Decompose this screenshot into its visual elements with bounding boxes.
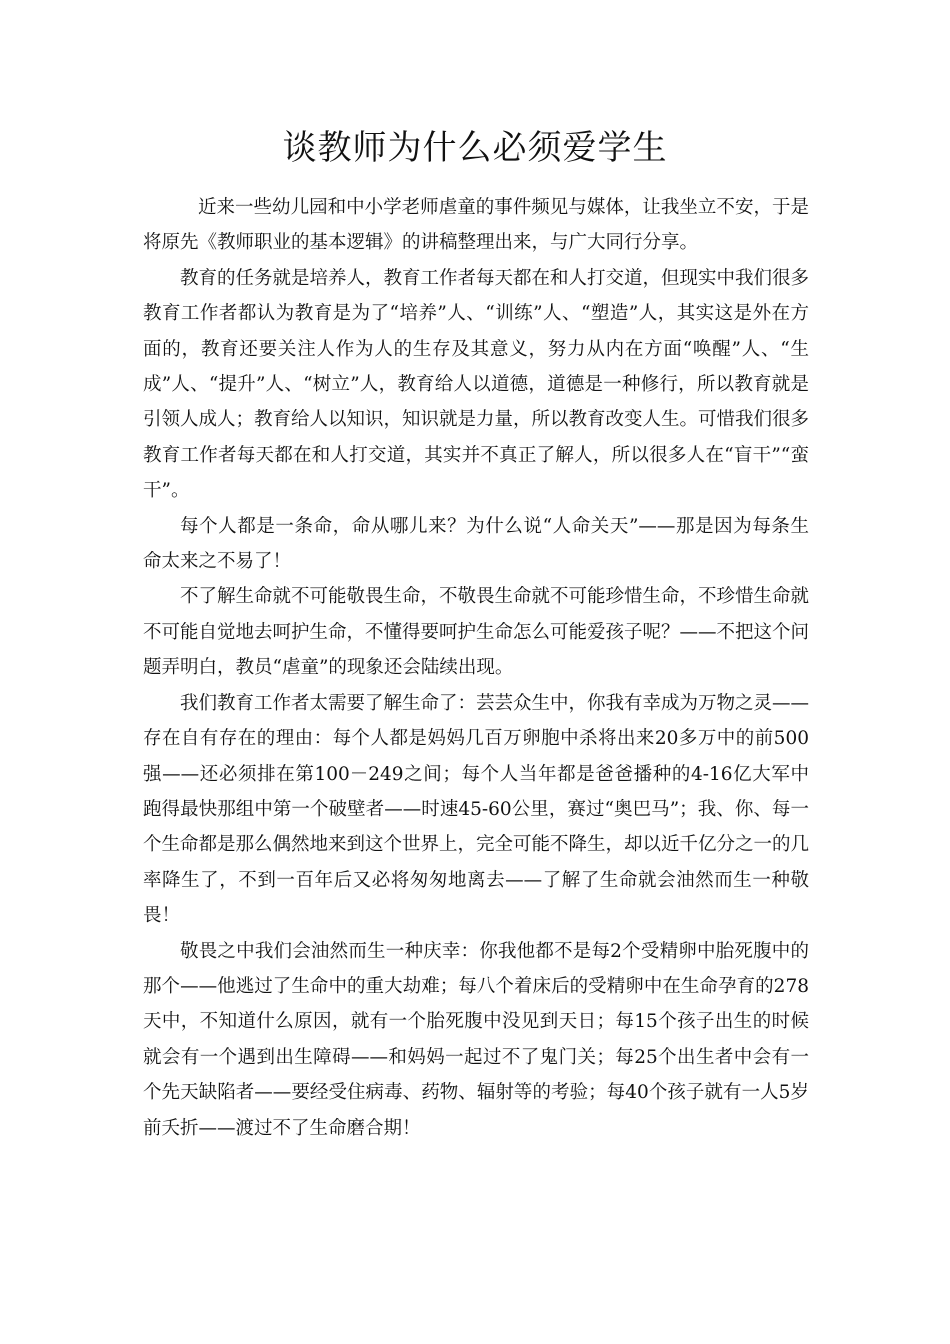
paragraph-respect-life: 不了解生命就不可能敬畏生命，不敬畏生命就不可能珍惜生命，不珍惜生命就不可能自觉地去呵护生命，不懂得要呵护生命怎么可能爱孩子呢？——不把这个问题弄明白，教员“虐童”的现象还会陆续出现。 — [143, 586, 810, 679]
document-body — [143, 190, 809, 1146]
paragraph-education-task: 教育的任务就是培养人，教育工作者每天都在和人打交道，但现实中我们很多教育工作者都认为教育是为了“培养”人、“训练”人、“塑造”人，其实这是外在方面的，教育还要关注人作为人的生存及其意义，努力从内在方面“唤醒”人、“生成”人、“提升”人、“树立”人，教育给人以道德，道德是一种修行，所以教育就是引领人成人；教育给人以知识，知识就是力量，所以教育改变人生。可惜我们很多教育工作者每天都在和人打交道，其实并不真正了解人，所以很多人在“盲干”“蛮干”。 — [143, 267, 810, 502]
document-title: 谈教师为什么必须爱学生 — [282, 128, 668, 168]
paragraph-fortune: 敬畏之中我们会油然而生一种庆幸：你我他都不是每2个受精卵中胎死腹中的那个——他逃过了生命中的重大劫难；每八个着床后的受精卵中在生命孕育的278天中，不知道什么原因，就有一个胎死腹中没见到天日；每15个孩子出生的时候就会有一个遇到出生障碍——和妈妈一起过不了鬼门关；每25个出生者中会有一个先天缺陷者——要经受住病毒、药物、辐射等的考验；每40个孩子就有一人5岁前夭折——渡过不了生命磨合期！ — [143, 940, 809, 1139]
paragraph-understand-life: 我们教育工作者太需要了解生命了：芸芸众生中，你我有幸成为万物之灵——存在自有存在的理由：每个人都是妈妈几百万卵胞中杀将出来20多万中的前500强——还必须排在第100－249之间；每个人当年都是爸爸播种的4-16亿大军中跑得最快那组中第一个破壁者——时速45-60公里，赛过“奥巴马”；我、你、每一个生命都是那么偶然地来到这个世界上，完全可能不降生，却以近千亿分之一的几率降生了，不到一百年后又必将匆匆地离去——了解了生命就会油然而生一种敬畏！ — [143, 692, 810, 927]
paragraph-life-origin: 每个人都是一条命，命从哪儿来？为什么说“人命关天”——那是因为每条生命太来之不易了！ — [143, 515, 809, 573]
paragraph-intro: 近来一些幼儿园和中小学老师虐童的事件频见与媒体，让我坐立不安，于是将原先《教师职业的基本逻辑》的讲稿整理出来，与广大同行分享。 — [143, 197, 809, 254]
